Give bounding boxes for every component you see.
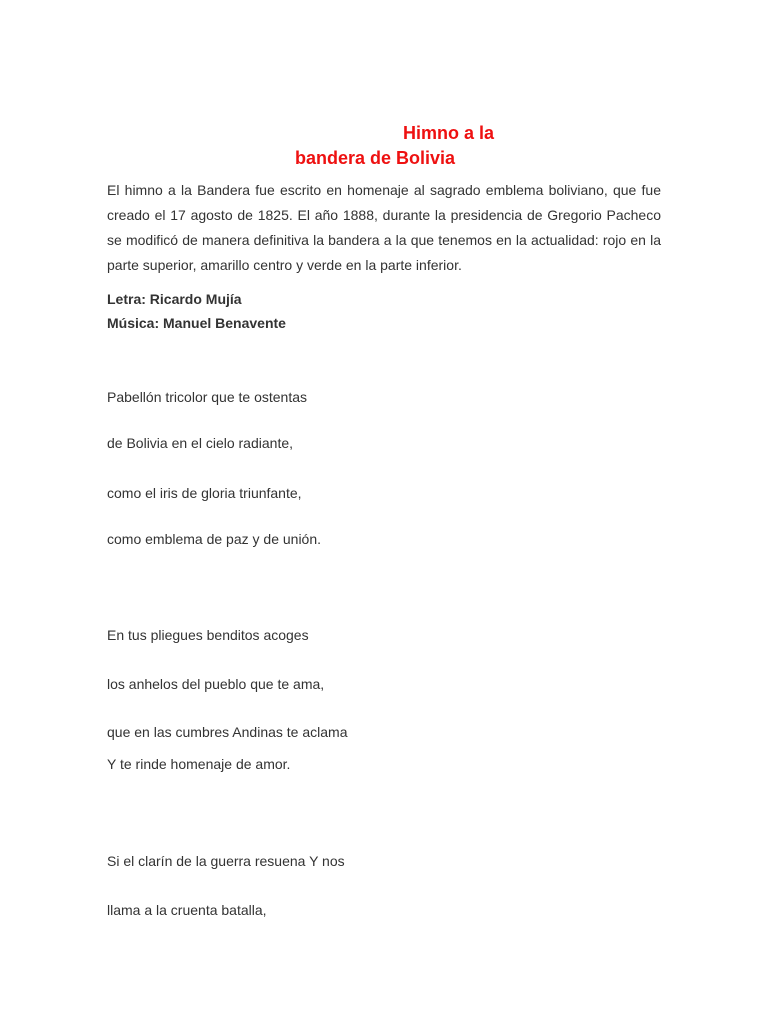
verse-line-2: de Bolivia en el cielo radiante,: [107, 435, 294, 451]
document-title-line-1: Himno a la: [403, 123, 495, 143]
music-credit: Música: Manuel Benavente: [107, 315, 286, 331]
verse-line-3: como el iris de gloria triunfante,: [107, 485, 302, 501]
verse-line-4: como emblema de paz y de unión.: [107, 531, 322, 547]
verse-line-8: Y te rinde homenaje de amor.: [107, 756, 291, 772]
verse-line-5: En tus pliegues benditos acoges: [107, 627, 309, 643]
verse-line-7: que en las cumbres Andinas te aclama: [107, 724, 348, 740]
verse-line-10: llama a la cruenta batalla,: [107, 902, 267, 918]
verse-line-1: Pabellón tricolor que te ostentas: [107, 389, 308, 405]
intro-paragraph: El himno a la Bandera fue escrito en homenaje al sagrado emblema boliviano, que fue creado el 17 agosto de 1825. El año 1888, durante la presidencia de Gregorio Pacheco se modificó de manera definitiva la bandera a la que tenemos en la actualidad: rojo en la parte superior, amarillo centro y verde en la parte inferior.: [107, 182, 661, 273]
verse-line-9: Si el clarín de la guerra resuena Y nos: [107, 853, 345, 869]
verse-line-6: los anhelos del pueblo que te ama,: [107, 676, 325, 692]
document-title-line-2: bandera de Bolivia: [295, 148, 456, 168]
lyrics-credit: Letra: Ricardo Mujía: [107, 291, 242, 307]
